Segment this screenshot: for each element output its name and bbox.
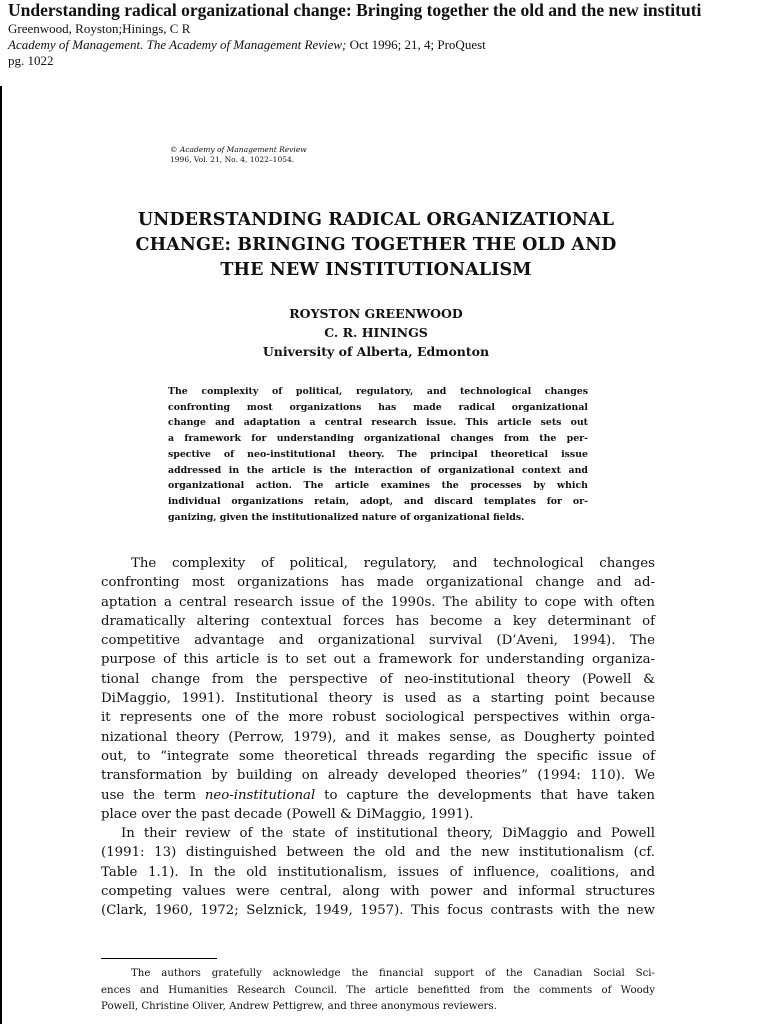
body-line: place over the past decade (Powell & DiMaggio, 1991).	[101, 806, 474, 822]
footnote-line: ences and Humanities Research Council. The article benefitted from the comments of Woody	[101, 984, 655, 996]
abstract	[168, 384, 588, 525]
abstract-line: ganizing, given the institutionalized nature of organizational fields.	[168, 511, 525, 523]
body-line: The complexity of political, regulatory, and technological changes	[131, 556, 655, 571]
citation-page: pg. 1022	[8, 53, 54, 68]
journal-copyright	[170, 145, 307, 165]
abstract-line: change and adaptation a central research issue. This article sets out	[168, 417, 588, 429]
citation-authors: Greenwood, Royston;Hinings, C R	[8, 21, 191, 36]
body-line: competing values were central, along with power and informal structures	[101, 884, 655, 900]
copyright-symbol: ©	[170, 145, 180, 154]
body-line: tional change from the perspective of neo-institutional theory (Powell &	[101, 671, 655, 687]
body-line-with-italic	[101, 786, 655, 805]
title-line: UNDERSTANDING RADICAL ORGANIZATIONAL	[137, 210, 615, 230]
abstract-line: confronting most organizations has made radical organizational	[168, 401, 588, 413]
footnote	[101, 966, 655, 1016]
body-line: (1991: 13) distinguished between the old and the new institutionalism (cf.	[101, 845, 655, 861]
footnote-divider	[101, 958, 217, 959]
article-title	[100, 208, 652, 283]
body-line: it represents one of the more robust sociological perspectives within orga-	[101, 710, 655, 726]
author-block	[100, 304, 652, 361]
body-line: nizational theory (Perrow, 1979), and it makes sense, as Dougherty pointed	[101, 729, 655, 745]
page-left-border	[0, 86, 2, 1024]
footnote-line: Powell, Christine Oliver, Andrew Pettigrew, and three anonymous reviewers.	[101, 1001, 497, 1012]
author-name: C. R. HININGS	[324, 325, 428, 340]
abstract-line: a framework for understanding organizational changes from the per-	[168, 433, 588, 445]
body-line: Table 1.1). In the old institutionalism, issues of influence, coalitions, and	[101, 864, 655, 880]
italic-term: neo-institutional	[204, 787, 316, 803]
body-line: competitive advantage and organizational survival (D’Aveni, 1994). The	[101, 633, 655, 649]
body-line: purpose of this article is to set out a framework for understanding organiza-	[101, 652, 655, 668]
body-line-post: to capture the developments that have taken	[315, 787, 655, 803]
abstract-line: addressed in the article is the interaction of organizational context and	[168, 464, 588, 476]
body-line: DiMaggio, 1991). Institutional theory is used as a starting point because	[101, 691, 655, 707]
body-line: aptation a central research issue of the 1990s. The ability to cope with often	[101, 594, 655, 610]
body-line: out, to “integrate some theoretical threads regarding the specific issue of	[101, 748, 655, 764]
body-line-pre: use the term	[101, 787, 205, 803]
abstract-line: spective of neo-institutional theory. The principal theoretical issue	[168, 448, 588, 460]
body-line: (Clark, 1960, 1972; Selznick, 1949, 1957). This focus contrasts with the new	[101, 903, 655, 919]
body-line: dramatically altering contextual forces has become a key determinant of	[101, 613, 655, 629]
copyright-journal: Academy of Management Review	[179, 145, 307, 154]
body-line: transformation by building on already developed theories” (1994: 110). We	[101, 768, 655, 784]
proquest-citation-header	[8, 0, 768, 69]
volume-line: 1996, Vol. 21, No. 4, 1022–1054.	[170, 155, 295, 164]
abstract-line: individual organizations retain, adopt, and discard templates for or-	[168, 495, 588, 507]
footnote-line: The authors gratefully acknowledge the financial support of the Canadian Social Sci-	[131, 968, 655, 979]
author-name: ROYSTON GREENWOOD	[289, 306, 463, 321]
body-line: confronting most organizations has made organizational change and ad-	[101, 575, 655, 591]
body-text	[101, 554, 655, 921]
citation-journal: Academy of Management. The Academy of Management Review;	[8, 37, 347, 52]
citation-title: Understanding radical organizational change: Bringing together the old and the new instituti	[8, 0, 702, 20]
title-line: THE NEW INSTITUTIONALISM	[220, 260, 532, 280]
abstract-line: The complexity of political, regulatory, and technological changes	[168, 386, 588, 397]
body-line: In their review of the state of institutional theory, DiMaggio and Powell	[121, 826, 655, 842]
citation-source	[8, 37, 768, 53]
title-line: CHANGE: BRINGING TOGETHER THE OLD AND	[135, 235, 617, 255]
citation-issue: Oct 1996; 21, 4; ProQuest	[346, 37, 486, 52]
author-affiliation: University of Alberta, Edmonton	[262, 344, 490, 359]
copyright-line	[170, 145, 307, 155]
abstract-line: organizational action. The article examines the processes by which	[168, 480, 588, 492]
